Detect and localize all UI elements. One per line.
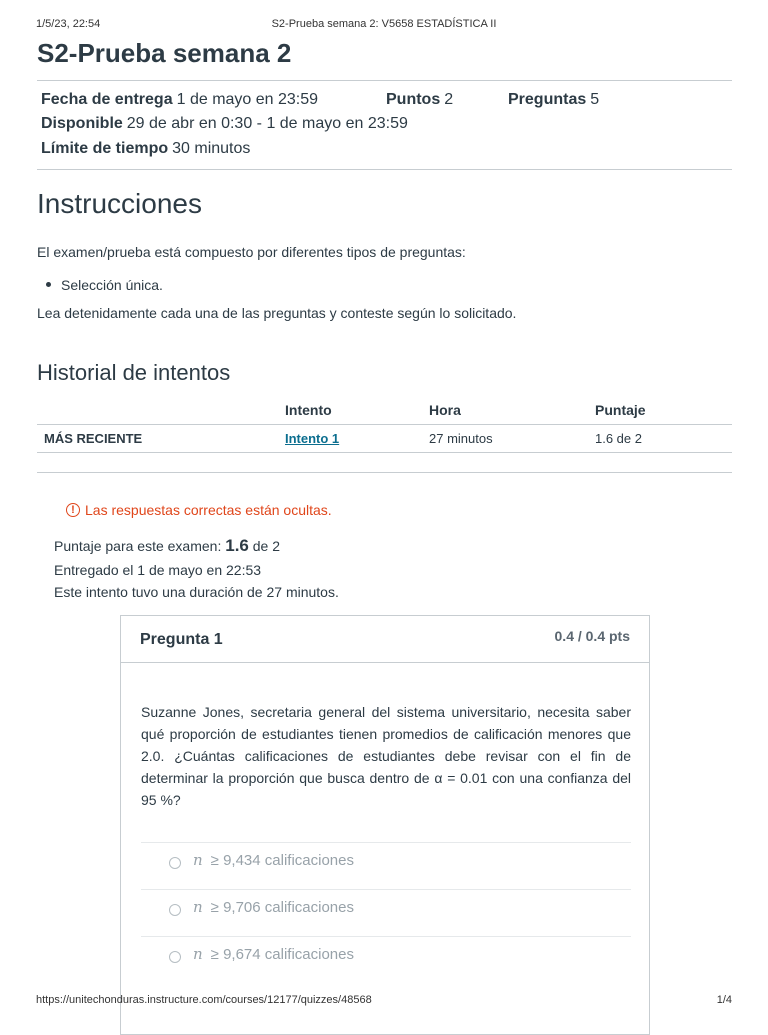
history-heading: Historial de intentos [37, 360, 231, 385]
points-meta [386, 91, 453, 109]
page-title: S2-Prueba semana 2 [37, 38, 292, 68]
table-divider [37, 424, 732, 425]
score-suffix: de 2 [252, 538, 281, 554]
col-header-time: Hora [429, 402, 461, 418]
hidden-answers-alert [66, 502, 332, 518]
divider [37, 169, 732, 170]
question-card [120, 615, 650, 1035]
option-text: ≥ 9,674 calificaciones [210, 945, 354, 963]
radio-button[interactable] [169, 951, 181, 963]
available-meta [41, 115, 408, 133]
print-page-number: 1/4 [716, 994, 732, 1006]
questions-meta [508, 91, 599, 109]
alert-text: Las respuestas correctas están ocultas. [85, 502, 332, 518]
questions-value: 5 [590, 91, 600, 108]
option-text: ≥ 9,434 calificaciones [210, 851, 354, 869]
instructions-closing: Lea detenidamente cada una de las preguntas y conteste según lo solicitado. [37, 305, 517, 321]
attempt-score: 1.6 de 2 [595, 431, 642, 446]
points-value: 2 [444, 91, 454, 108]
table-divider [37, 452, 732, 453]
option-var: n [193, 945, 203, 963]
radio-button[interactable] [169, 904, 181, 916]
time-limit-meta [41, 140, 250, 158]
divider [37, 472, 732, 473]
submitted-text: Entregado el 1 de mayo en 22:53 [54, 562, 262, 578]
option-divider [141, 889, 631, 890]
attempt-link[interactable]: Intento 1 [285, 431, 340, 446]
question-text: Suzanne Jones, secretaria general del sistema universitario, necesita saber qué proporción de estudiantes tienen promedios de calificación menores que 2.0. ¿Cuántas calificaciones de estudiantes debe revisar con el fin de determinar la proporción que busca dentro de α = 0.01 con una confianza del 95 %? [141, 704, 631, 808]
question-title: Pregunta 1 [140, 631, 223, 648]
answer-option[interactable] [169, 945, 354, 963]
score-value: 1.6 [225, 536, 249, 555]
attempt-time: 27 minutos [429, 431, 493, 446]
time-limit-label: Límite de tiempo [41, 140, 169, 157]
option-var: n [193, 898, 203, 916]
points-label: Puntos [386, 91, 441, 108]
print-url: https://unitechonduras.instructure.com/courses/12177/quizzes/48568 [36, 994, 372, 1006]
option-divider [141, 936, 631, 937]
available-value: 29 de abr en 0:30 - 1 de mayo en 23:59 [126, 115, 408, 132]
option-divider [141, 842, 631, 843]
score-summary [54, 536, 280, 556]
row-label-recent: MÁS RECIENTE [44, 431, 143, 446]
instructions-intro: El examen/prueba está compuesto por diferentes tipos de preguntas: [37, 244, 466, 260]
col-header-attempt: Intento [285, 402, 332, 418]
instructions-heading: Instrucciones [37, 188, 202, 219]
due-value: 1 de mayo en 23:59 [176, 91, 319, 108]
print-datetime: 1/5/23, 22:54 [36, 18, 101, 30]
col-header-score: Puntaje [595, 402, 646, 418]
print-title: S2-Prueba semana 2: V5658 ESTADÍSTICA II [271, 18, 497, 30]
divider [37, 80, 732, 81]
bullet-dot [46, 282, 51, 287]
question-header [121, 616, 649, 663]
answer-option[interactable] [169, 898, 354, 916]
quiz-meta-row-1 [41, 91, 318, 109]
warning-icon: ! [66, 503, 80, 517]
time-limit-value: 30 minutos [172, 140, 251, 157]
duration-text: Este intento tuvo una duración de 27 minutos. [54, 584, 339, 600]
available-label: Disponible [41, 115, 123, 132]
option-var: n [193, 851, 203, 869]
instructions-bullet: Selección única. [61, 277, 163, 293]
answer-option[interactable] [169, 851, 354, 869]
radio-button[interactable] [169, 857, 181, 869]
questions-label: Preguntas [508, 91, 587, 108]
option-text: ≥ 9,706 calificaciones [210, 898, 354, 916]
due-label: Fecha de entrega [41, 91, 173, 108]
question-points: 0.4 / 0.4 pts [554, 628, 630, 644]
score-prefix: Puntaje para este examen: [54, 538, 222, 554]
